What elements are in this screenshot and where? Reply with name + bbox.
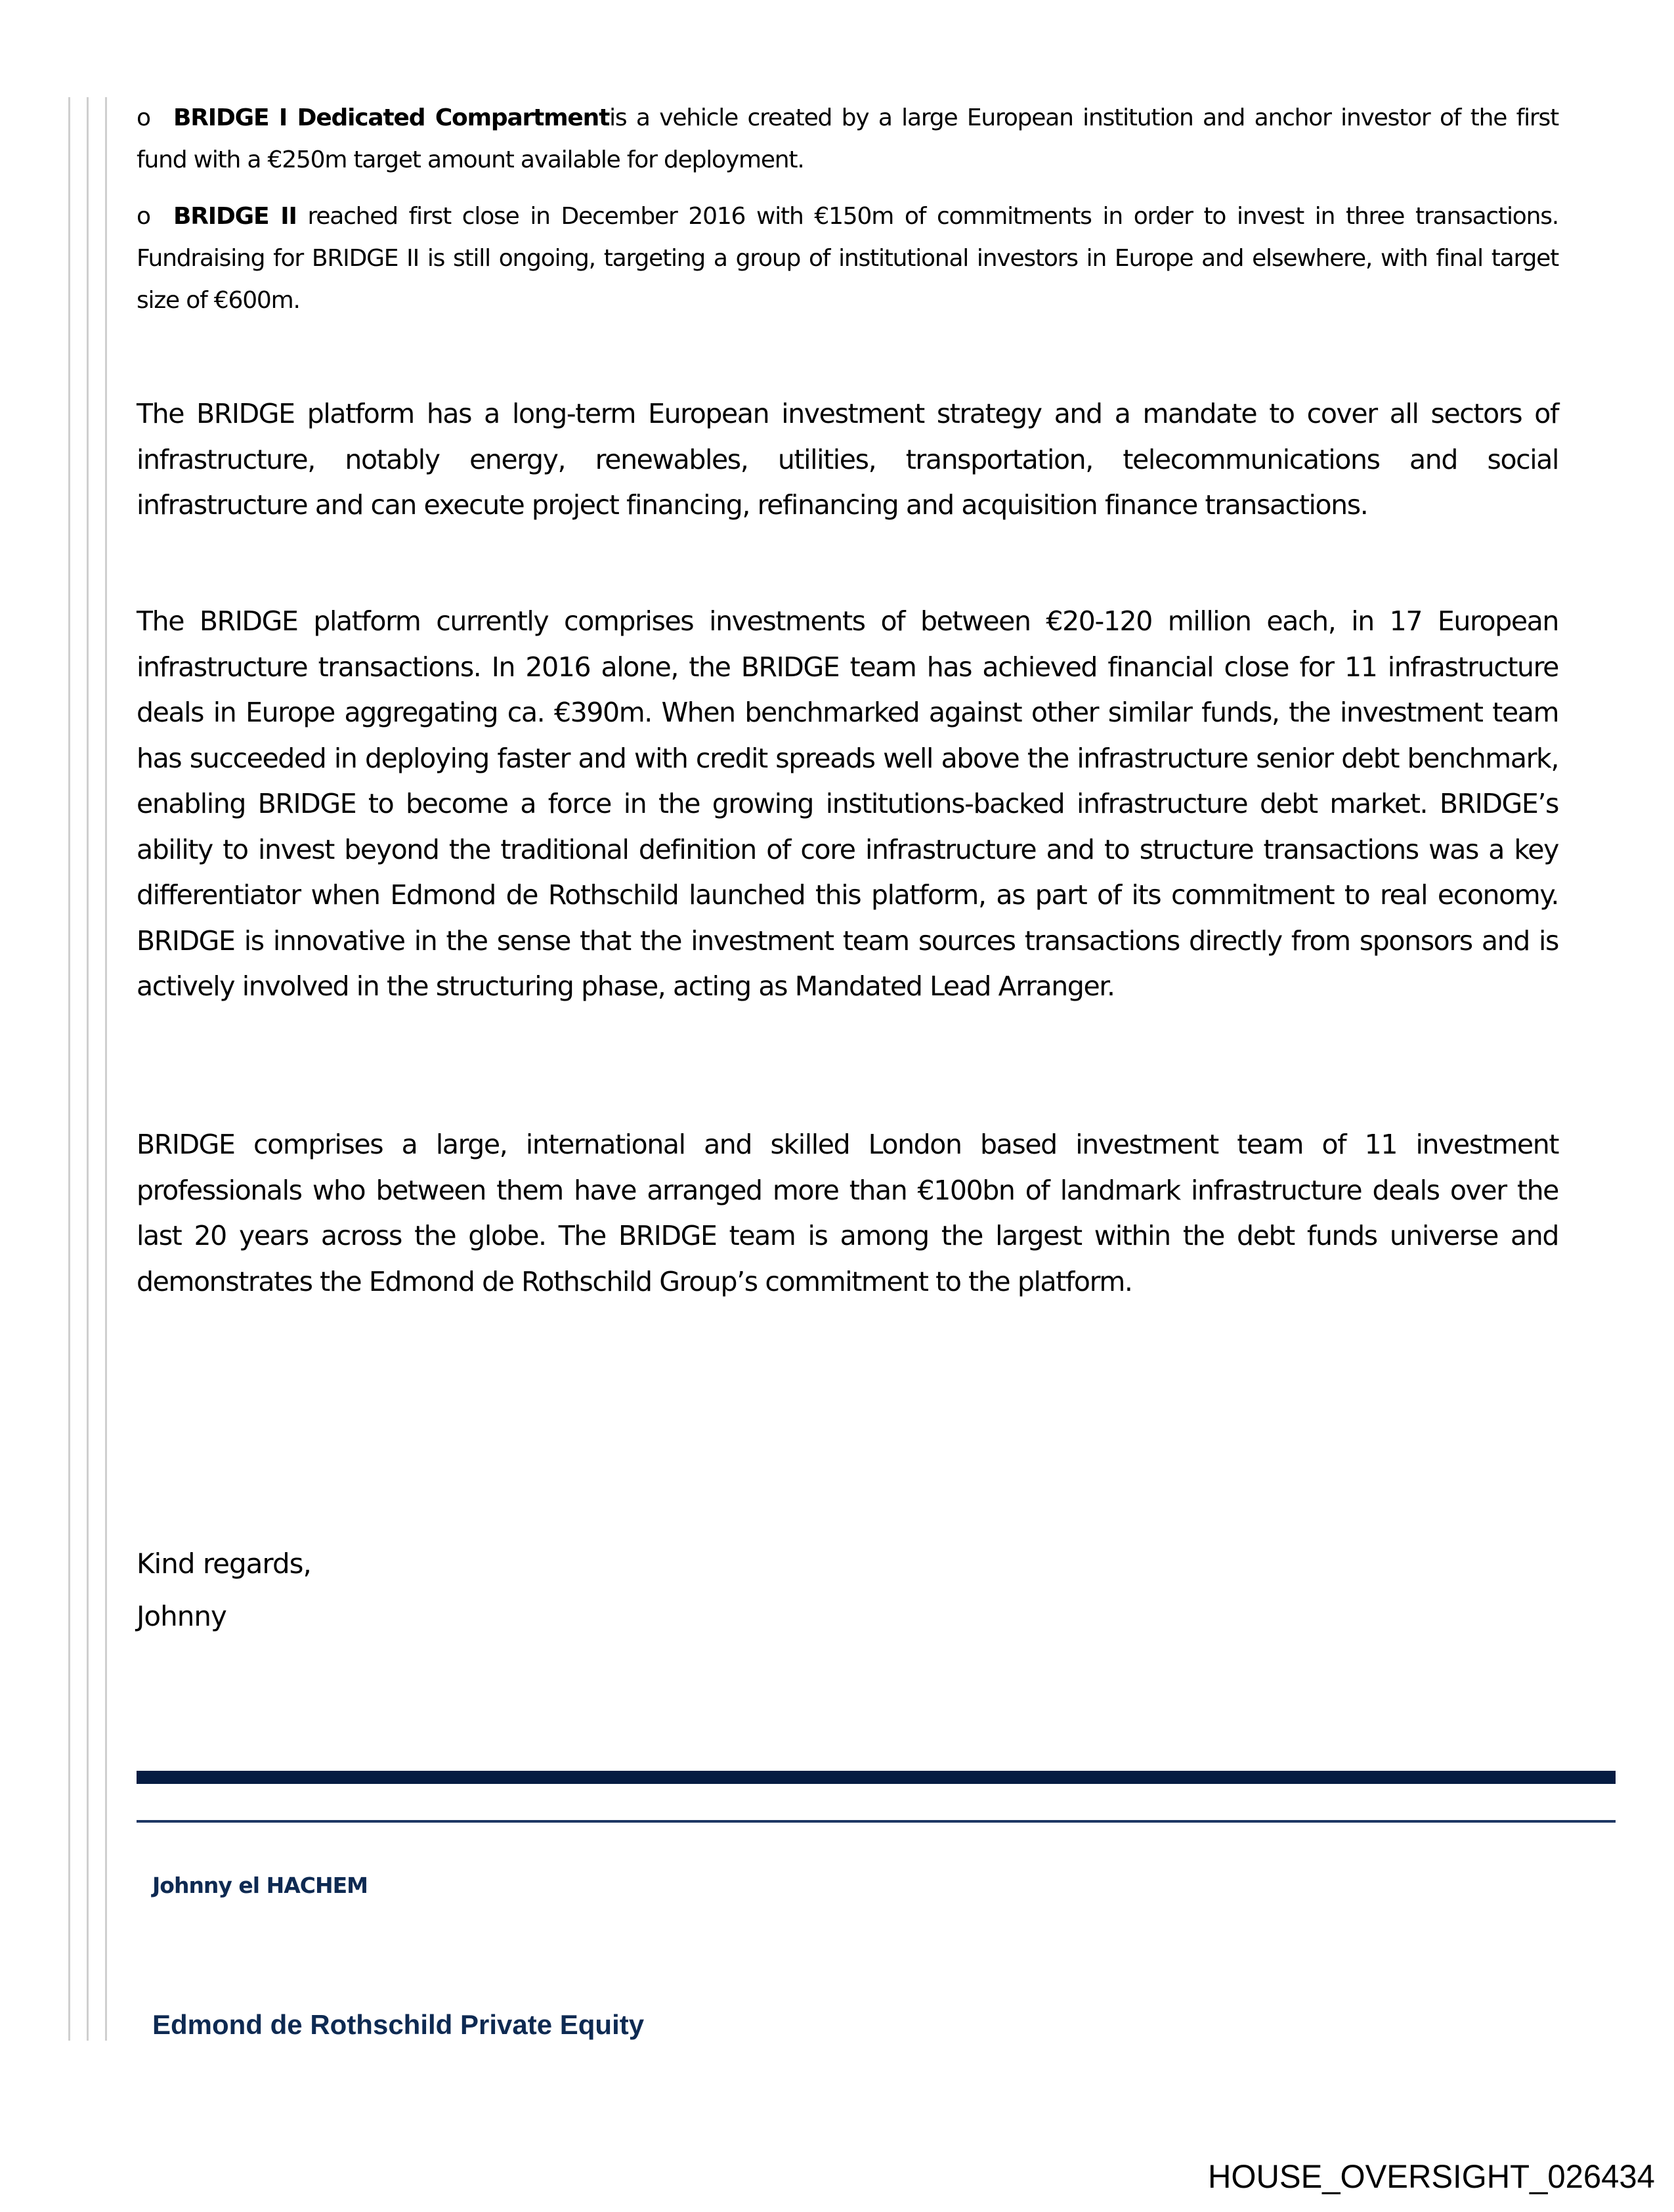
paragraph-strategy: The BRIDGE platform has a long-term European investment strategy and a mandate to cover all sectors of infrastructure, notably energy, renewables, utilities, transportation, telecommunications and social infrastructure and can execute project financing, refinancing and acquisition finance transactions.: [137, 398, 1558, 521]
bullet-marker: o: [137, 104, 150, 131]
closing-block: [137, 1538, 311, 1643]
margin-line: [105, 97, 107, 2041]
bullet-text: is a vehicle created by a large European institution and anchor investor of the first fund with a €250m target amount available for deployment.: [137, 104, 1558, 173]
signature-company: Edmond de Rothschild Private Equity: [152, 2009, 645, 2040]
paragraph-investments: The BRIDGE platform currently comprises investments of between €20-120 million each, in 17 European infrastructure transactions. In 2016 alone, the BRIDGE team has achieved financial close for 11 infrastructure deals in Europe aggregating ca. €390m. When benchmarked against other similar funds, the investment team has succeeded in deploying faster and with credit spreads well above the infrastructure senior debt benchmark, enabling BRIDGE to become a force in the growing institutions-backed infrastructure debt market. BRIDGE’s ability to invest beyond the traditional definition of core infrastructure and to structure transactions was a key differentiator when Edmond de Rothschild launched this platform, as part of its commitment to real economy. BRIDGE is innovative in the sense that the investment team sources transactions directly from sponsors and is actively involved in the structuring phase, acting as Mandated Lead Arranger.: [137, 605, 1558, 1002]
salutation: Kind regards,: [137, 1548, 311, 1580]
bullet-text: reached first close in December 2016 with €150m of commitments in order to invest in three transactions. Fundraising for BRIDGE II is still ongoing, targeting a group of institutional investors in Europe and elsewhere, with final target size of €600m.: [137, 203, 1558, 314]
sender-first-name: Johnny: [137, 1600, 226, 1632]
fund-bullet-list: [137, 97, 1558, 336]
bullet-marker: o: [137, 203, 150, 230]
signature-full-name: Johnny el HACHEM: [152, 1873, 368, 1898]
bullet-bold-term: BRIDGE II: [173, 203, 297, 230]
signature-divider-thin: [137, 1820, 1616, 1823]
bullet-item-bridge-ii: [137, 196, 1558, 322]
margin-line: [87, 97, 89, 2041]
bullet-bold-term: BRIDGE I Dedicated Compartment: [173, 104, 610, 131]
signature-divider-thick: [137, 1771, 1616, 1784]
paragraph-team: BRIDGE comprises a large, international and skilled London based investment team of 11 investment professionals who between them have arranged more than €100bn of landmark infrastructure deals over the last 20 years across the globe. The BRIDGE team is among the largest within the debt funds universe and demonstrates the Edmond de Rothschild Group’s commitment to the platform.: [137, 1129, 1558, 1297]
document-id-stamp: HOUSE_OVERSIGHT_026434: [1208, 2158, 1655, 2195]
margin-line: [68, 97, 70, 2041]
bullet-item-bridge-i: [137, 97, 1558, 181]
